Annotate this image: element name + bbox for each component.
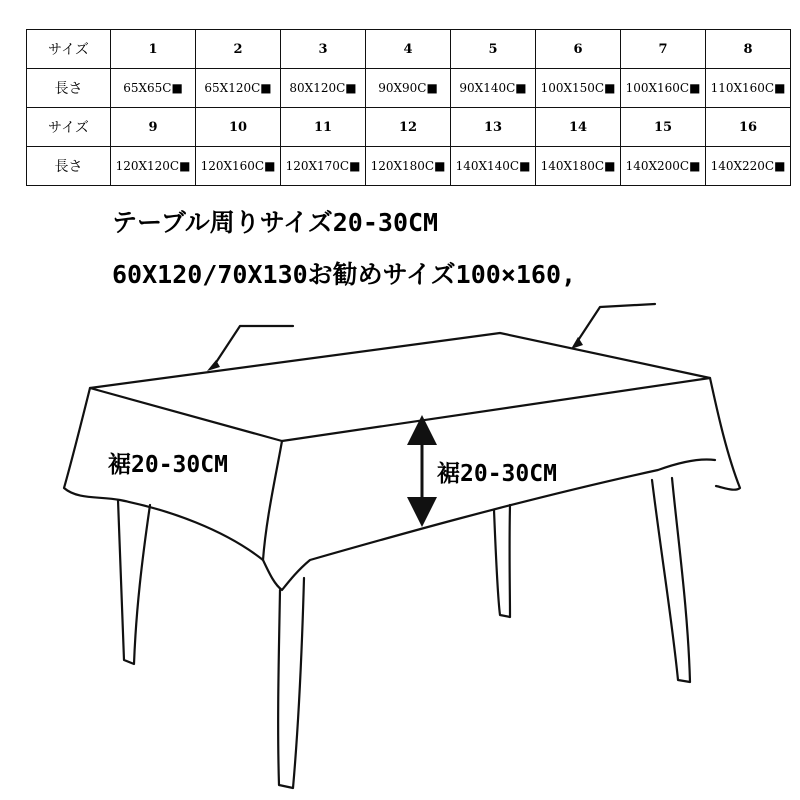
table-leg-front-right <box>652 478 690 682</box>
size-number-cell: 10 <box>196 108 281 147</box>
dimension-cell: 140X180C■ <box>536 147 621 186</box>
size-number-cell: 13 <box>451 108 536 147</box>
size-row-header: サイズ <box>27 108 111 147</box>
length-row-header: 長さ <box>27 147 111 186</box>
size-number-cell: 8 <box>706 30 791 69</box>
dimension-cell: 120X120C■ <box>111 147 196 186</box>
table-surround-size-text: テーブル周りサイズ20-30CM <box>112 208 439 237</box>
table-leg-front-left <box>278 578 304 788</box>
size-number-cell: 9 <box>111 108 196 147</box>
dimension-cell: 100X160C■ <box>621 69 706 108</box>
hem-length-label-right: 裾20-30CM <box>437 461 557 487</box>
dimension-cell: 80X120C■ <box>281 69 366 108</box>
dimension-cell: 90X140C■ <box>451 69 536 108</box>
dimension-cell: 90X90C■ <box>366 69 451 108</box>
dimension-cell: 140X140C■ <box>451 147 536 186</box>
dimension-cell: 140X220C■ <box>706 147 791 186</box>
table-top-outline <box>90 333 710 441</box>
right-drape-outline <box>710 378 740 490</box>
recommended-size-text: 60X120/70X130お勧めサイズ100×160, <box>112 260 577 289</box>
right-leader-arrowhead <box>571 337 583 349</box>
size-number-cell: 4 <box>366 30 451 69</box>
table-leg-back-left <box>118 500 150 664</box>
right-leader-line <box>575 304 655 345</box>
size-number-cell: 6 <box>536 30 621 69</box>
size-number-cell: 14 <box>536 108 621 147</box>
size-number-cell: 11 <box>281 108 366 147</box>
dimension-cell: 65X65C■ <box>111 69 196 108</box>
dimension-cell: 120X160C■ <box>196 147 281 186</box>
size-number-cell: 5 <box>451 30 536 69</box>
size-number-cell: 3 <box>281 30 366 69</box>
dimension-cell: 100X150C■ <box>536 69 621 108</box>
size-number-cell: 7 <box>621 30 706 69</box>
hem-length-label-left: 裾20-30CM <box>108 452 228 478</box>
dimension-cell: 120X180C■ <box>366 147 451 186</box>
dimension-cell: 120X170C■ <box>281 147 366 186</box>
size-number-cell: 2 <box>196 30 281 69</box>
length-row-header: 長さ <box>27 69 111 108</box>
dimension-cell: 65X120C■ <box>196 69 281 108</box>
dimension-cell: 140X200C■ <box>621 147 706 186</box>
left-leader-line <box>213 326 293 367</box>
size-number-cell: 1 <box>111 30 196 69</box>
size-row-header: サイズ <box>27 30 111 69</box>
table-leg-back-right <box>494 505 510 617</box>
dimension-cell: 110X160C■ <box>706 69 791 108</box>
size-number-cell: 16 <box>706 108 791 147</box>
size-number-cell: 15 <box>621 108 706 147</box>
size-number-cell: 12 <box>366 108 451 147</box>
left-leader-arrowhead <box>207 360 220 371</box>
